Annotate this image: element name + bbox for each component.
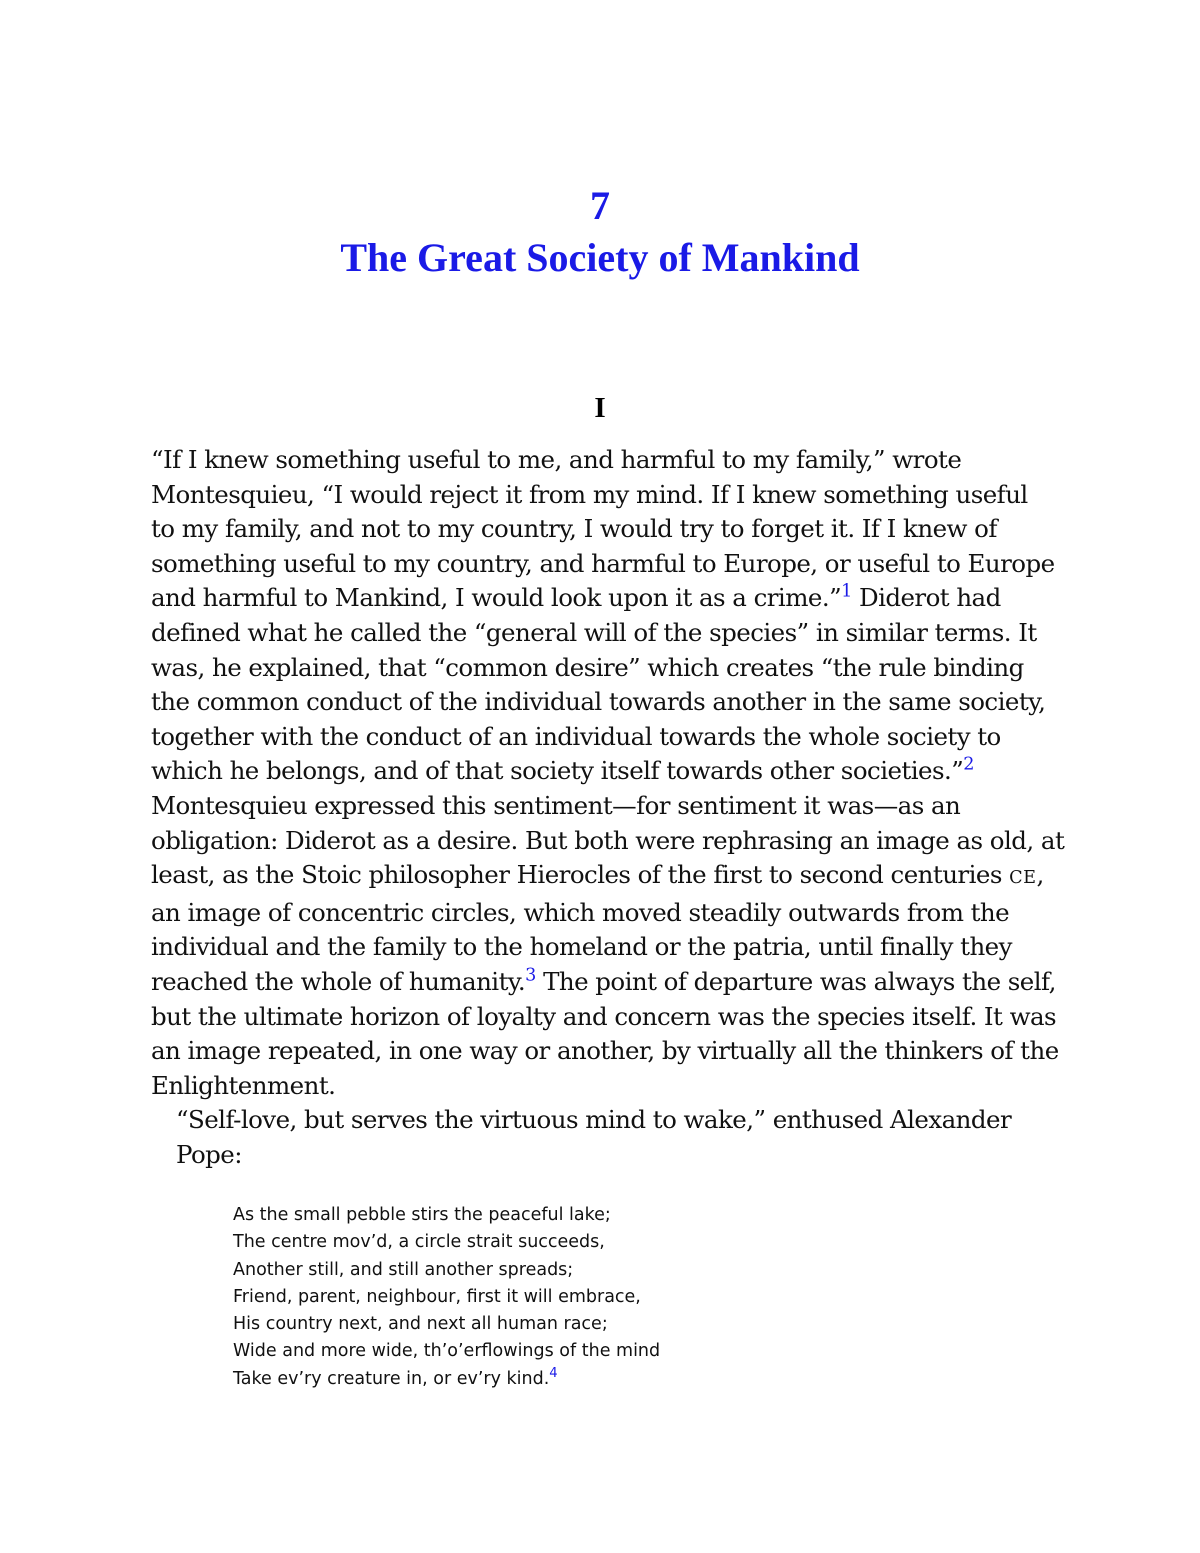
paragraph-2 bbox=[151, 1103, 1056, 1172]
text-line: something useful to my country, and harmful to Europe, or useful to Europe bbox=[151, 548, 1055, 578]
chapter-number: 7 bbox=[590, 183, 610, 228]
text-line: an image repeated, in one way or another, by virtually all the thinkers of the bbox=[151, 1036, 1059, 1066]
chapter-title: The Great Society of Mankind bbox=[340, 235, 860, 280]
verse-line: The centre mov’d, a circle strait succeeds, bbox=[233, 1232, 605, 1253]
text-segment: The point of departure was always the self, bbox=[535, 966, 1056, 996]
verse-line: His country next, and next all human race; bbox=[233, 1314, 608, 1335]
text-line: Montesquieu, “I would reject it from my mind. If I knew something useful bbox=[151, 479, 1028, 509]
text-segment: Take ev’ry creature in, or ev’ry kind. bbox=[233, 1368, 550, 1389]
text-segment: Diderot had bbox=[851, 583, 1001, 613]
verse-line: As the small pebble stirs the peaceful lake; bbox=[233, 1205, 611, 1225]
text-line: Pope: bbox=[176, 1139, 242, 1169]
text-line: “If I knew something useful to me, and harmful to my family,” wrote bbox=[151, 445, 962, 474]
section-heading: I bbox=[594, 392, 606, 424]
text-line bbox=[151, 581, 1056, 616]
text-line: was, he explained, that “common desire” which creates “the rule binding bbox=[151, 652, 1024, 682]
verse-line: Friend, parent, neighbour, first it will embrace, bbox=[233, 1286, 641, 1307]
text-line: the common conduct of the individual towards another in the same society, bbox=[151, 687, 1046, 717]
text-line bbox=[151, 965, 1056, 1000]
text-segment: , bbox=[1036, 860, 1044, 890]
text-line: “Self-love, but serves the virtuous mind to wake,” enthused Alexander bbox=[176, 1105, 1012, 1135]
text-line: together with the conduct of an individual towards the whole society to bbox=[151, 721, 1001, 751]
text-line: obligation: Diderot as a desire. But both were rephrasing an image as old, at bbox=[151, 825, 1065, 855]
footnote-link-1[interactable]: 1 bbox=[841, 581, 852, 602]
body-text bbox=[151, 443, 1065, 1172]
footnote-link-4[interactable]: 4 bbox=[549, 1365, 558, 1381]
verse-line: Wide and more wide, th’o’erflowings of the mind bbox=[233, 1341, 661, 1362]
footnote-link-2[interactable]: 2 bbox=[963, 754, 974, 775]
era-abbreviation: CE bbox=[1009, 868, 1037, 889]
text-line: but the ultimate horizon of loyalty and concern was the species itself. It was bbox=[151, 1001, 1057, 1031]
text-line: an image of concentric circles, which moved steadily outwards from the bbox=[151, 897, 1010, 927]
text-segment: which he belongs, and of that society itself towards other societies.” bbox=[151, 756, 964, 786]
text-line: defined what he called the “general will of the species” in similar terms. It bbox=[151, 617, 1037, 647]
text-segment: reached the whole of humanity. bbox=[151, 966, 526, 996]
text-line: Montesquieu expressed this sentiment—for sentiment it was—as an bbox=[151, 790, 961, 820]
paragraph-1 bbox=[151, 443, 1065, 1103]
text-segment: least, as the Stoic philosopher Hierocles of the first to second centuries bbox=[151, 860, 1010, 890]
text-line: individual and the family to the homeland or the patria, until finally they bbox=[151, 932, 1012, 962]
text-line bbox=[151, 858, 1056, 896]
verse-line bbox=[233, 1366, 933, 1393]
text-segment: and harmful to Mankind, I would look upon it as a crime.” bbox=[151, 583, 842, 613]
text-line bbox=[151, 754, 1056, 789]
text-line: Enlightenment. bbox=[151, 1070, 336, 1100]
verse-line: Another still, and still another spreads; bbox=[233, 1259, 574, 1280]
text-line: to my family, and not to my country, I would try to forget it. If I knew of bbox=[151, 514, 997, 544]
footnote-link-3[interactable]: 3 bbox=[525, 965, 536, 986]
verse-quotation bbox=[233, 1202, 933, 1393]
